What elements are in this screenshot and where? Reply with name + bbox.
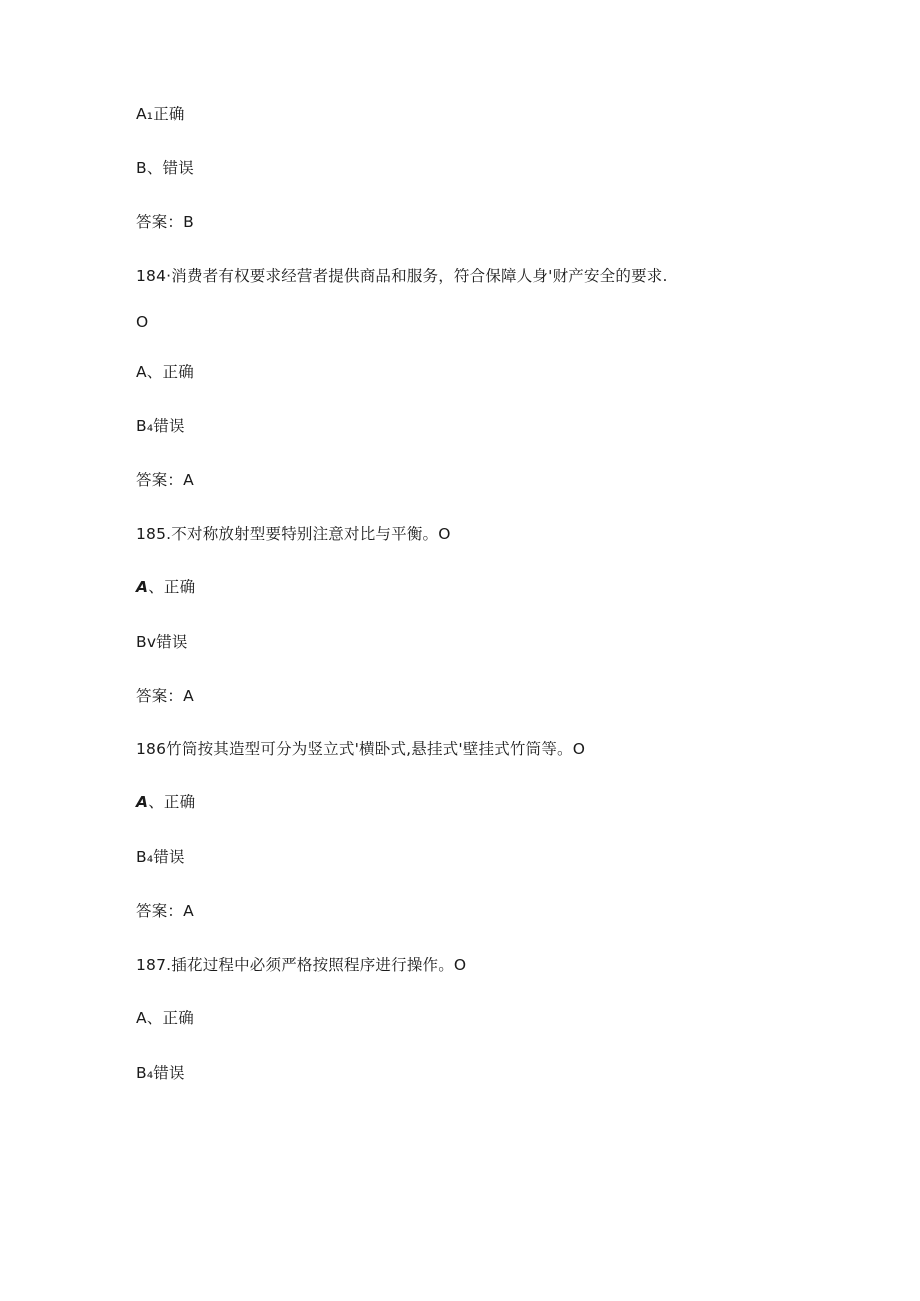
option-b-wrong: Bv错误: [136, 633, 188, 651]
option-b-wrong: B₄错误: [136, 1064, 185, 1082]
answer-line: 答案：A: [136, 902, 194, 920]
answer-line: 答案：A: [136, 687, 194, 705]
question-184: 184·消费者有权要求经营者提供商品和服务，符合保障人身'财产安全的要求.: [136, 267, 668, 285]
option-letter: A: [136, 578, 149, 596]
option-a-correct: A、正确: [136, 1009, 194, 1027]
option-text: 、正确: [148, 578, 196, 596]
option-text: 、正确: [148, 793, 196, 811]
answer-line: 答案：B: [136, 213, 194, 231]
question-186: 186竹筒按其造型可分为竖立式'横卧式,悬挂式'壁挂式竹筒等。O: [136, 740, 586, 758]
option-letter: A: [136, 793, 149, 811]
option-a-correct: A、正确: [136, 363, 194, 381]
question-184-continuation: O: [136, 313, 149, 331]
option-b-wrong: B、错误: [136, 159, 194, 177]
option-b-wrong: B₄错误: [136, 417, 185, 435]
question-185: 185.不对称放射型要特别注意对比与平衡。O: [136, 525, 451, 543]
option-a-correct: A₁正确: [136, 105, 185, 123]
answer-line: 答案：A: [136, 471, 194, 489]
option-b-wrong: B₄错误: [136, 848, 185, 866]
option-a-correct: [136, 792, 195, 812]
question-187: 187.插花过程中必须严格按照程序进行操作。O: [136, 956, 467, 974]
option-a-correct: [136, 577, 195, 597]
